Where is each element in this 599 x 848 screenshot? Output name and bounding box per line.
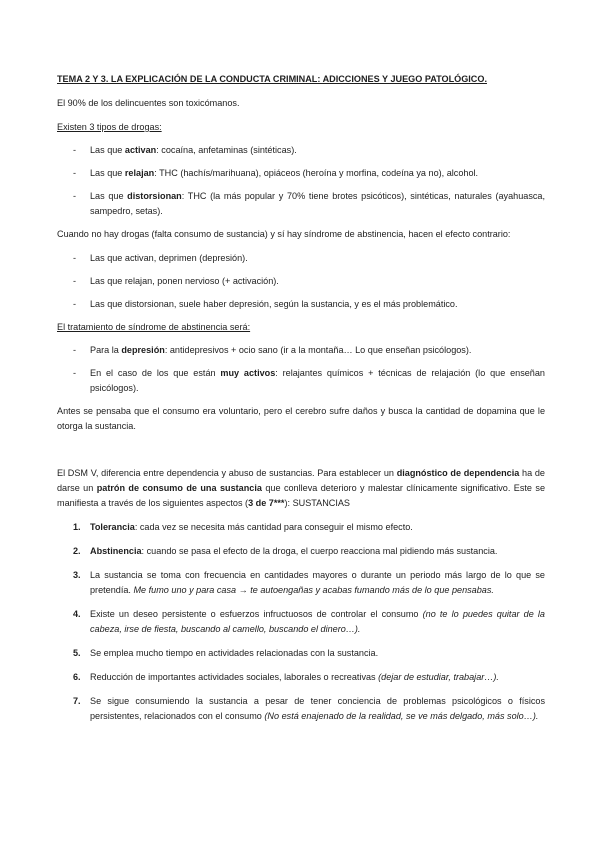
- criteria-item: 7. Se sigue consumiendo la sustancia a pesar de tener conciencia de problemas psicológicos o físicos persistentes, relacionados con el consumo (No está enajenado de la realidad, se ve más delgado, más solo…).: [73, 696, 545, 721]
- abstinence-list: [57, 251, 545, 312]
- section-spacer: [57, 443, 545, 466]
- treatment-heading: El tratamiento de síndrome de abstinencia será:: [57, 322, 251, 332]
- abstinence-intro: Cuando no hay drogas (falta consumo de sustancia) y sí hay síndrome de abstinencia, hacen el efecto contrario:: [57, 229, 511, 239]
- criteria-list: [57, 520, 545, 724]
- list-item: - Las que activan: cocaína, anfetaminas (sintéticas).: [73, 145, 297, 155]
- dsm-paragraph: El DSM V, diferencia entre dependencia y abuso de sustancias. Para establecer un diagnóstico de dependencia ha de darse un patrón de consumo de una sustancia que conlleva deterioro y malestar clínicamente significativo. Este se manifiesta a través de los siguientes aspectos (3 de 7***): SUSTANCIAS: [57, 468, 546, 508]
- list-item: - Las que distorsionan, suele haber depresión, según la sustancia, y es el más problemático.: [73, 299, 458, 309]
- drug-types-list: [57, 143, 545, 219]
- document-title: TEMA 2 Y 3. LA EXPLICACIÓN DE LA CONDUCTA CRIMINAL: ADICCIONES Y JUEGO PATOLÓGICO.: [57, 74, 487, 84]
- criteria-item: 5. Se emplea mucho tiempo en actividades relacionadas con la sustancia.: [73, 648, 379, 658]
- criteria-item: 4. Existe un deseo persistente o esfuerzos infructuosos de controlar el consumo (no te lo puedes quitar de la cabeza, irse de fiesta, buscando al camello, buscando el dinero…).: [73, 609, 545, 634]
- list-item: - Las que activan, deprimen (depresión).: [73, 253, 248, 263]
- criteria-item: 6. Reducción de importantes actividades sociales, laborales o recreativas (dejar de estudiar, trabajar…).: [73, 672, 499, 682]
- list-item: - Para la depresión: antidepresivos + ocio sano (ir a la montaña… Lo que enseñan psicólogos).: [73, 345, 472, 355]
- drug-types-heading: Existen 3 tipos de drogas:: [57, 122, 162, 132]
- intro-paragraph: El 90% de los delincuentes son toxicómanos.: [57, 98, 240, 108]
- list-item: - En el caso de los que están muy activos: relajantes químicos + técnicas de relajación (lo que enseñan psicólogos).: [73, 368, 545, 393]
- list-item: - Las que relajan, ponen nervioso (+ activación).: [73, 276, 279, 286]
- criteria-item: 3. La sustancia se toma con frecuencia en cantidades mayores o durante un periodo más largo de lo que se pretendía. Me fumo uno y para casa → te autoengañas y acabas fumando más de lo que pensabas.: [73, 570, 545, 595]
- voluntary-paragraph: Antes se pensaba que el consumo era voluntario, pero el cerebro sufre daños y busca la cantidad de dopamina que le otorga la sustancia.: [57, 406, 545, 431]
- document-body: [57, 72, 545, 733]
- criteria-item: 2. Abstinencia: cuando se pasa el efecto de la droga, el cuerpo reacciona mal pidiendo más sustancia.: [73, 546, 498, 556]
- list-item: - Las que relajan: THC (hachís/marihuana), opiáceos (heroína y morfina, codeína ya no), alcohol.: [73, 168, 479, 178]
- treatment-list: [57, 343, 545, 396]
- list-item: - Las que distorsionan: THC (la más popular y 70% tiene brotes psicóticos), sintéticas, naturales (ayahuasca, sampedro, setas).: [73, 191, 545, 216]
- criteria-item: 1. Tolerancia: cada vez se necesita más cantidad para conseguir el mismo efecto.: [73, 522, 413, 532]
